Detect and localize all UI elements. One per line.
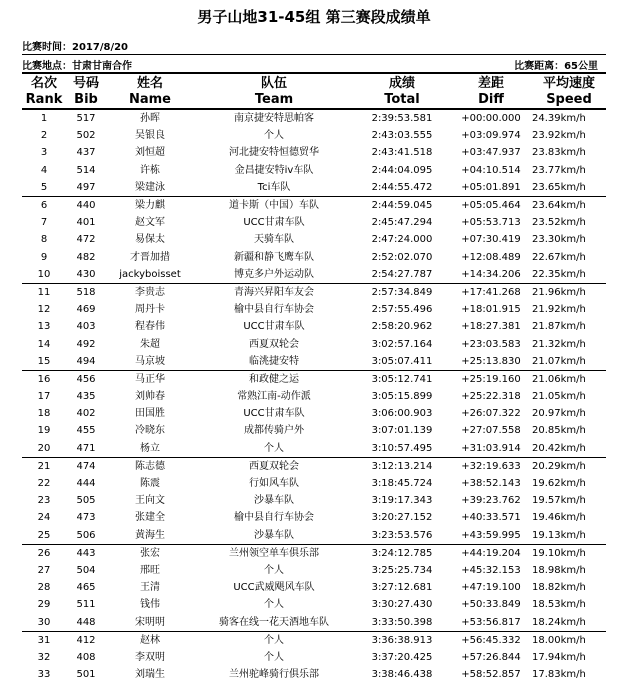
speed-cell: 21.05km/h bbox=[532, 391, 586, 403]
team-cell: 兰州领空单车俱乐部 bbox=[229, 547, 319, 559]
table-row bbox=[22, 596, 606, 613]
bib-cell: 517 bbox=[76, 113, 96, 125]
speed-cell: 21.06km/h bbox=[532, 373, 586, 385]
bib-cell: 437 bbox=[76, 147, 96, 159]
name-cell: 易保太 bbox=[135, 234, 165, 246]
rank-cell: 21 bbox=[37, 460, 51, 472]
race-distance: 比赛距离：65公里 bbox=[514, 61, 598, 72]
table-row bbox=[22, 388, 606, 405]
diff-cell: +39:23.762 bbox=[461, 495, 521, 507]
speed-cell: 18.82km/h bbox=[532, 582, 586, 594]
page-title: 男子山地31-45组 第三赛段成绩单 bbox=[197, 8, 431, 26]
team-cell: 个人 bbox=[264, 651, 284, 663]
diff-cell: +25:19.160 bbox=[461, 373, 521, 385]
table-row bbox=[22, 509, 606, 526]
diff-cell: +43:59.995 bbox=[450, 527, 532, 545]
bib-cell: 505 bbox=[76, 495, 96, 507]
bib-cell: 465 bbox=[76, 582, 96, 594]
table-row bbox=[22, 353, 606, 371]
col-rank-en: Rank bbox=[22, 92, 66, 109]
name-cell: 张宏 bbox=[140, 547, 160, 559]
col-speed-en: Speed bbox=[532, 92, 606, 109]
bib-cell: 494 bbox=[66, 353, 106, 371]
total-cell: 3:37:20.425 bbox=[371, 651, 433, 663]
col-rank-cn: 名次 bbox=[30, 76, 57, 91]
diff-cell: +17:41.268 bbox=[461, 286, 521, 298]
name-cell: 陈志德 bbox=[135, 460, 165, 472]
table-row bbox=[22, 231, 606, 248]
bib-cell: 514 bbox=[76, 164, 96, 176]
total-cell: 3:23:53.576 bbox=[354, 527, 450, 545]
bib-cell: 443 bbox=[76, 547, 96, 559]
team-cell: Tci车队 bbox=[194, 179, 354, 197]
col-bib-en: Bib bbox=[66, 92, 106, 109]
diff-cell: +45:32.153 bbox=[461, 564, 521, 576]
rank-cell: 4 bbox=[40, 164, 48, 176]
speed-cell: 18.00km/h bbox=[532, 634, 586, 646]
team-cell: UCC甘肃车队 bbox=[243, 408, 305, 420]
total-cell: 2:52:02.070 bbox=[371, 251, 433, 263]
team-cell: 青海兴昇阳车友会 bbox=[234, 286, 314, 298]
name-cell: 吴银良 bbox=[135, 130, 165, 142]
speed-cell: 23.83km/h bbox=[532, 147, 586, 159]
speed-cell: 19.13km/h bbox=[532, 527, 606, 545]
total-cell: 2:39:53.581 bbox=[371, 113, 433, 125]
table-row bbox=[22, 196, 606, 214]
team-cell: 道卡斯（中国）车队 bbox=[229, 200, 319, 212]
table-row bbox=[22, 249, 606, 266]
col-name-en: Name bbox=[106, 92, 194, 109]
table-row bbox=[22, 457, 606, 475]
table-row bbox=[22, 266, 606, 284]
rank-cell: 30 bbox=[22, 613, 66, 631]
table-row bbox=[22, 544, 606, 562]
bib-cell: 472 bbox=[76, 234, 96, 246]
team-cell: 个人 bbox=[264, 564, 284, 576]
bib-cell: 471 bbox=[66, 440, 106, 458]
diff-cell: +03:09.974 bbox=[461, 130, 521, 142]
col-name-cn: 姓名 bbox=[136, 76, 163, 91]
name-cell: 赵文军 bbox=[135, 217, 165, 229]
name-cell: 梁力麒 bbox=[135, 200, 165, 212]
bib-cell: 501 bbox=[76, 669, 96, 681]
table-row bbox=[22, 613, 606, 631]
rank-cell: 15 bbox=[22, 353, 66, 371]
total-cell: 3:27:12.681 bbox=[371, 582, 433, 594]
diff-cell: +50:33.849 bbox=[461, 599, 521, 611]
team-cell: 和政健之运 bbox=[249, 373, 299, 385]
diff-cell: +12:08.489 bbox=[461, 251, 521, 263]
total-cell: 2:43:03.555 bbox=[371, 130, 433, 142]
team-cell: 西夏双轮会 bbox=[249, 460, 299, 472]
table-row bbox=[22, 666, 606, 683]
speed-cell: 20.29km/h bbox=[532, 460, 586, 472]
name-cell: 王清 bbox=[140, 582, 160, 594]
bib-cell: 448 bbox=[66, 613, 106, 631]
team-cell: 临洮捷安特 bbox=[194, 353, 354, 371]
bib-cell: 408 bbox=[76, 651, 96, 663]
total-cell: 2:58:20.962 bbox=[371, 321, 433, 333]
diff-cell: +31:03.914 bbox=[450, 440, 532, 458]
header-row-chinese bbox=[22, 76, 606, 92]
col-bib-cn: 号码 bbox=[72, 76, 99, 91]
team-cell: 南京捷安特思帕客 bbox=[234, 113, 314, 125]
name-cell: 才晋加措 bbox=[130, 251, 170, 263]
name-cell: 陈震 bbox=[140, 478, 160, 490]
total-cell: 2:44:04.095 bbox=[371, 164, 433, 176]
team-cell: 行如风车队 bbox=[249, 478, 299, 490]
diff-cell: +53:56.817 bbox=[450, 613, 532, 631]
table-row bbox=[22, 562, 606, 579]
total-cell: 3:10:57.495 bbox=[354, 440, 450, 458]
total-cell: 3:38:46.438 bbox=[371, 669, 433, 681]
name-cell: 周丹卡 bbox=[135, 304, 165, 316]
team-cell: 榆中县自行车协会 bbox=[234, 512, 314, 524]
bib-cell: 455 bbox=[76, 425, 96, 437]
table-row bbox=[22, 179, 606, 197]
diff-cell: +57:26.844 bbox=[461, 651, 521, 663]
name-cell: 刘瑞生 bbox=[135, 669, 165, 681]
speed-cell: 18.24km/h bbox=[532, 613, 606, 631]
col-team-cn: 队伍 bbox=[260, 76, 287, 91]
team-cell: 骑客在线一花天酒地车队 bbox=[194, 613, 354, 631]
divider bbox=[22, 72, 606, 74]
diff-cell: +26:07.322 bbox=[461, 408, 521, 420]
name-cell: 马京坡 bbox=[106, 353, 194, 371]
team-cell: 河北捷安特恒德贸华 bbox=[229, 147, 319, 159]
speed-cell: 23.64km/h bbox=[532, 200, 586, 212]
team-cell: UCC武威飓风车队 bbox=[233, 582, 315, 594]
bib-cell: 440 bbox=[76, 200, 96, 212]
name-cell: 李双明 bbox=[135, 651, 165, 663]
team-cell: 个人 bbox=[264, 599, 284, 611]
table-row bbox=[22, 301, 606, 318]
bib-cell: 412 bbox=[76, 634, 96, 646]
rank-cell: 17 bbox=[37, 391, 51, 403]
name-cell: 朱超 bbox=[140, 338, 160, 350]
diff-cell: +05:05.464 bbox=[461, 200, 521, 212]
name-cell: 李贵志 bbox=[135, 286, 165, 298]
rank-cell: 13 bbox=[37, 321, 51, 333]
table-row bbox=[22, 475, 606, 492]
rank-cell: 8 bbox=[40, 234, 48, 246]
total-cell: 3:05:15.899 bbox=[371, 391, 433, 403]
total-cell: 3:20:27.152 bbox=[371, 512, 433, 524]
table-row bbox=[22, 162, 606, 179]
team-cell: UCC甘肃车队 bbox=[243, 321, 305, 333]
total-cell: 3:33:50.398 bbox=[354, 613, 450, 631]
bib-cell: 403 bbox=[76, 321, 96, 333]
name-cell: 邢旺 bbox=[140, 564, 160, 576]
total-cell: 3:30:27.430 bbox=[371, 599, 433, 611]
table-row bbox=[22, 370, 606, 388]
table-row bbox=[22, 144, 606, 161]
speed-cell: 23.92km/h bbox=[532, 130, 586, 142]
team-cell: 个人 bbox=[194, 440, 354, 458]
diff-cell: +23:03.583 bbox=[461, 338, 521, 350]
speed-cell: 21.96km/h bbox=[532, 286, 586, 298]
name-cell: jackyboisset bbox=[106, 266, 194, 284]
table-row bbox=[22, 109, 606, 127]
name-cell: 马正华 bbox=[135, 373, 165, 385]
total-cell: 3:18:45.724 bbox=[371, 478, 433, 490]
table-row bbox=[22, 631, 606, 649]
table-row bbox=[22, 527, 606, 545]
speed-cell: 21.32km/h bbox=[532, 338, 586, 350]
team-cell: 常熟江南-动作派 bbox=[237, 391, 311, 403]
bib-cell: 511 bbox=[76, 599, 96, 611]
diff-cell: +04:10.514 bbox=[461, 164, 521, 176]
race-location: 比赛地点：甘肃甘南合作 bbox=[22, 61, 132, 72]
speed-cell: 18.98km/h bbox=[532, 564, 586, 576]
speed-cell: 23.65km/h bbox=[532, 179, 606, 197]
speed-cell: 18.53km/h bbox=[532, 599, 586, 611]
diff-cell: +03:47.937 bbox=[461, 147, 521, 159]
table-row bbox=[22, 283, 606, 301]
diff-cell: +18:27.381 bbox=[461, 321, 521, 333]
rank-cell: 25 bbox=[22, 527, 66, 545]
bib-cell: 473 bbox=[76, 512, 96, 524]
col-diff-en: Diff bbox=[450, 92, 532, 109]
bib-cell: 430 bbox=[66, 266, 106, 284]
rank-cell: 27 bbox=[37, 564, 51, 576]
name-cell: 田国胜 bbox=[135, 408, 165, 420]
col-diff-cn: 差距 bbox=[477, 76, 504, 91]
total-cell: 3:07:01.139 bbox=[371, 425, 433, 437]
total-cell: 3:12:13.214 bbox=[371, 460, 433, 472]
rank-cell: 10 bbox=[22, 266, 66, 284]
diff-cell: +07:30.419 bbox=[461, 234, 521, 246]
header-row-english bbox=[22, 92, 606, 109]
diff-cell: +00:00.000 bbox=[461, 113, 521, 125]
bib-cell: 504 bbox=[76, 564, 96, 576]
bib-cell: 402 bbox=[76, 408, 96, 420]
total-cell: 2:54:27.787 bbox=[354, 266, 450, 284]
bib-cell: 469 bbox=[76, 304, 96, 316]
total-cell: 2:45:47.294 bbox=[371, 217, 433, 229]
results-table bbox=[22, 76, 606, 683]
diff-cell: +18:01.915 bbox=[461, 304, 521, 316]
speed-cell: 23.52km/h bbox=[532, 217, 586, 229]
rank-cell: 6 bbox=[40, 200, 48, 212]
rank-cell: 1 bbox=[40, 113, 48, 125]
team-cell: 沙暴车队 bbox=[254, 495, 294, 507]
speed-cell: 17.94km/h bbox=[532, 651, 586, 663]
diff-cell: +25:13.830 bbox=[450, 353, 532, 371]
rank-cell: 18 bbox=[37, 408, 51, 420]
total-cell: 2:44:55.472 bbox=[354, 179, 450, 197]
diff-cell: +05:53.713 bbox=[461, 217, 521, 229]
bib-cell: 474 bbox=[76, 460, 96, 472]
rank-cell: 19 bbox=[37, 425, 51, 437]
speed-cell: 17.83km/h bbox=[532, 669, 586, 681]
rank-cell: 26 bbox=[37, 547, 51, 559]
table-row bbox=[22, 492, 606, 509]
speed-cell: 21.87km/h bbox=[532, 321, 586, 333]
total-cell: 2:43:41.518 bbox=[371, 147, 433, 159]
name-cell: 杨立 bbox=[106, 440, 194, 458]
diff-cell: +56:45.332 bbox=[461, 634, 521, 646]
team-cell: 金昌捷安特iv车队 bbox=[234, 164, 314, 176]
bib-cell: 497 bbox=[66, 179, 106, 197]
team-cell: 天骑车队 bbox=[254, 234, 294, 246]
rank-cell: 24 bbox=[37, 512, 51, 524]
speed-cell: 23.30km/h bbox=[532, 234, 586, 246]
team-cell: 新疆和静飞鹰车队 bbox=[234, 251, 314, 263]
team-cell: 博克多户外运动队 bbox=[194, 266, 354, 284]
total-cell: 2:44:59.045 bbox=[371, 200, 433, 212]
table-row bbox=[22, 440, 606, 458]
speed-cell: 24.39km/h bbox=[532, 113, 586, 125]
speed-cell: 21.07km/h bbox=[532, 353, 606, 371]
name-cell: 赵林 bbox=[140, 634, 160, 646]
name-cell: 刘恒超 bbox=[135, 147, 165, 159]
rank-cell: 29 bbox=[37, 599, 51, 611]
bib-cell: 401 bbox=[76, 217, 96, 229]
team-cell: 沙暴车队 bbox=[194, 527, 354, 545]
speed-cell: 22.35km/h bbox=[532, 266, 606, 284]
table-row bbox=[22, 422, 606, 439]
name-cell: 程春伟 bbox=[135, 321, 165, 333]
total-cell: 3:05:07.411 bbox=[354, 353, 450, 371]
col-speed-cn: 平均速度 bbox=[542, 76, 595, 91]
speed-cell: 19.10km/h bbox=[532, 547, 586, 559]
table-row bbox=[22, 127, 606, 144]
team-cell: UCC甘肃车队 bbox=[243, 217, 305, 229]
total-cell: 2:47:24.000 bbox=[371, 234, 433, 246]
speed-cell: 22.67km/h bbox=[532, 251, 586, 263]
rank-cell: 31 bbox=[37, 634, 51, 646]
table-row bbox=[22, 214, 606, 231]
table-row bbox=[22, 405, 606, 422]
speed-cell: 21.92km/h bbox=[532, 304, 586, 316]
rank-cell: 20 bbox=[22, 440, 66, 458]
bib-cell: 482 bbox=[76, 251, 96, 263]
team-cell: 榆中县自行车协会 bbox=[234, 304, 314, 316]
speed-cell: 20.85km/h bbox=[532, 425, 586, 437]
bib-cell: 444 bbox=[76, 478, 96, 490]
rank-cell: 11 bbox=[37, 286, 51, 298]
table-row bbox=[22, 335, 606, 352]
table-row bbox=[22, 318, 606, 335]
name-cell: 王向文 bbox=[135, 495, 165, 507]
speed-cell: 20.97km/h bbox=[532, 408, 586, 420]
rank-cell: 7 bbox=[40, 217, 48, 229]
rank-cell: 16 bbox=[37, 373, 51, 385]
diff-cell: +27:07.558 bbox=[461, 425, 521, 437]
col-total-en: Total bbox=[354, 92, 450, 109]
rank-cell: 32 bbox=[37, 651, 51, 663]
bib-cell: 518 bbox=[76, 286, 96, 298]
diff-cell: +25:22.318 bbox=[461, 391, 521, 403]
name-cell: 黄海生 bbox=[106, 527, 194, 545]
name-cell: 孙晖 bbox=[140, 113, 160, 125]
total-cell: 3:06:00.903 bbox=[371, 408, 433, 420]
bib-cell: 506 bbox=[66, 527, 106, 545]
bib-cell: 502 bbox=[76, 130, 96, 142]
diff-cell: +44:19.204 bbox=[461, 547, 521, 559]
race-date: 比赛时间：2017/8/20 bbox=[22, 42, 129, 53]
speed-cell: 23.77km/h bbox=[532, 164, 586, 176]
rank-cell: 23 bbox=[37, 495, 51, 507]
total-cell: 3:02:57.164 bbox=[371, 338, 433, 350]
rank-cell: 5 bbox=[22, 179, 66, 197]
diff-cell: +38:52.143 bbox=[461, 478, 521, 490]
diff-cell: +47:19.100 bbox=[461, 582, 521, 594]
table-row bbox=[22, 649, 606, 666]
total-cell: 3:19:17.343 bbox=[371, 495, 433, 507]
rank-cell: 3 bbox=[40, 147, 48, 159]
rank-cell: 9 bbox=[40, 251, 48, 263]
name-cell: 宋明明 bbox=[106, 613, 194, 631]
name-cell: 许栋 bbox=[140, 164, 160, 176]
table-row bbox=[22, 579, 606, 596]
bib-cell: 492 bbox=[76, 338, 96, 350]
diff-cell: +05:01.891 bbox=[450, 179, 532, 197]
total-cell: 3:25:25.734 bbox=[371, 564, 433, 576]
col-team-en: Team bbox=[194, 92, 354, 109]
diff-cell: +14:34.206 bbox=[450, 266, 532, 284]
col-total-cn: 成绩 bbox=[388, 76, 415, 91]
speed-cell: 19.57km/h bbox=[532, 495, 586, 507]
divider bbox=[22, 54, 606, 55]
diff-cell: +58:52.857 bbox=[461, 669, 521, 681]
bib-cell: 456 bbox=[76, 373, 96, 385]
total-cell: 3:24:12.785 bbox=[371, 547, 433, 559]
rank-cell: 12 bbox=[37, 304, 51, 316]
rank-cell: 28 bbox=[37, 582, 51, 594]
speed-cell: 20.42km/h bbox=[532, 440, 606, 458]
team-cell: 成都传骑户外 bbox=[244, 425, 304, 437]
diff-cell: +32:19.633 bbox=[461, 460, 521, 472]
rank-cell: 22 bbox=[37, 478, 51, 490]
bib-cell: 435 bbox=[76, 391, 96, 403]
speed-cell: 19.62km/h bbox=[532, 478, 586, 490]
total-cell: 2:57:34.849 bbox=[371, 286, 433, 298]
name-cell: 钱伟 bbox=[140, 599, 160, 611]
speed-cell: 19.46km/h bbox=[532, 512, 586, 524]
total-cell: 3:05:12.741 bbox=[371, 373, 433, 385]
team-cell: 西夏双轮会 bbox=[249, 338, 299, 350]
team-cell: 兰州驼峰骑行俱乐部 bbox=[229, 669, 319, 681]
name-cell: 梁建泳 bbox=[106, 179, 194, 197]
team-cell: 个人 bbox=[264, 634, 284, 646]
team-cell: 个人 bbox=[264, 130, 284, 142]
diff-cell: +40:33.571 bbox=[461, 512, 521, 524]
name-cell: 张建全 bbox=[135, 512, 165, 524]
rank-cell: 2 bbox=[40, 130, 48, 142]
name-cell: 刘帅春 bbox=[135, 391, 165, 403]
rank-cell: 14 bbox=[37, 338, 51, 350]
name-cell: 冷晓东 bbox=[135, 425, 165, 437]
rank-cell: 33 bbox=[37, 669, 51, 681]
total-cell: 2:57:55.496 bbox=[371, 304, 433, 316]
total-cell: 3:36:38.913 bbox=[371, 634, 433, 646]
